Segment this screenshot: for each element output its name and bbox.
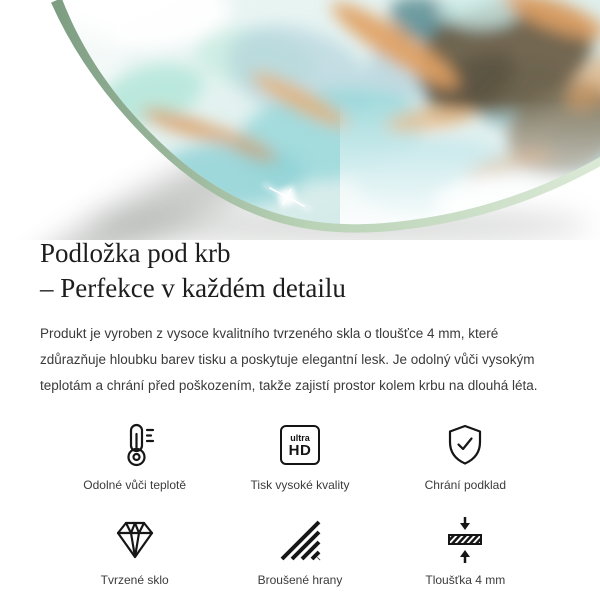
shield-check-icon [441,421,489,469]
feature-grid [40,421,560,587]
page-title-line2: – Perfekce v každém detailu [40,273,346,303]
thermometer-icon [111,421,159,469]
feature-label: Chrání podklad [424,478,507,492]
feature-thickness [383,516,548,587]
feature-label: Broušené hrany [257,573,343,587]
feature-print-quality [217,421,382,492]
page-title [40,236,560,306]
feature-label: Tvrzené sklo [100,573,169,587]
diamond-icon [111,516,159,564]
ultra-hd-text-top: ultra [290,432,310,443]
feature-protects-surface [383,421,548,492]
feature-tempered-glass [52,516,217,587]
feature-label: Tisk vysoké kvality [250,478,350,492]
product-info-section [0,236,600,587]
thickness-icon [441,516,489,564]
ultra-hd-text-bottom: HD [288,441,312,459]
ultra-hd-icon [280,421,320,469]
product-photo-glass-pad [0,0,600,240]
feature-label: Odolné vůči teplotě [83,478,187,492]
feature-heat-resistant [52,421,217,492]
product-description: Produkt je vyroben z vysoce kvalitního tvrzeného skla o tloušťce 4 mm, které zdůrazňuje hloubku barev tisku a poskytuje elegantní lesk. Je odolný vůči vysokým teplotám a chrání před poškozením, takže zajistí prostor kolem krbu na dlouhá léta. [40,326,538,393]
beveled-edges-icon [276,516,324,564]
glass-pad-illustration [0,0,600,240]
page-title-line1: Podložka pod krb [40,238,231,268]
feature-beveled-edges [217,516,382,587]
feature-label: Tloušťka 4 mm [425,573,506,587]
